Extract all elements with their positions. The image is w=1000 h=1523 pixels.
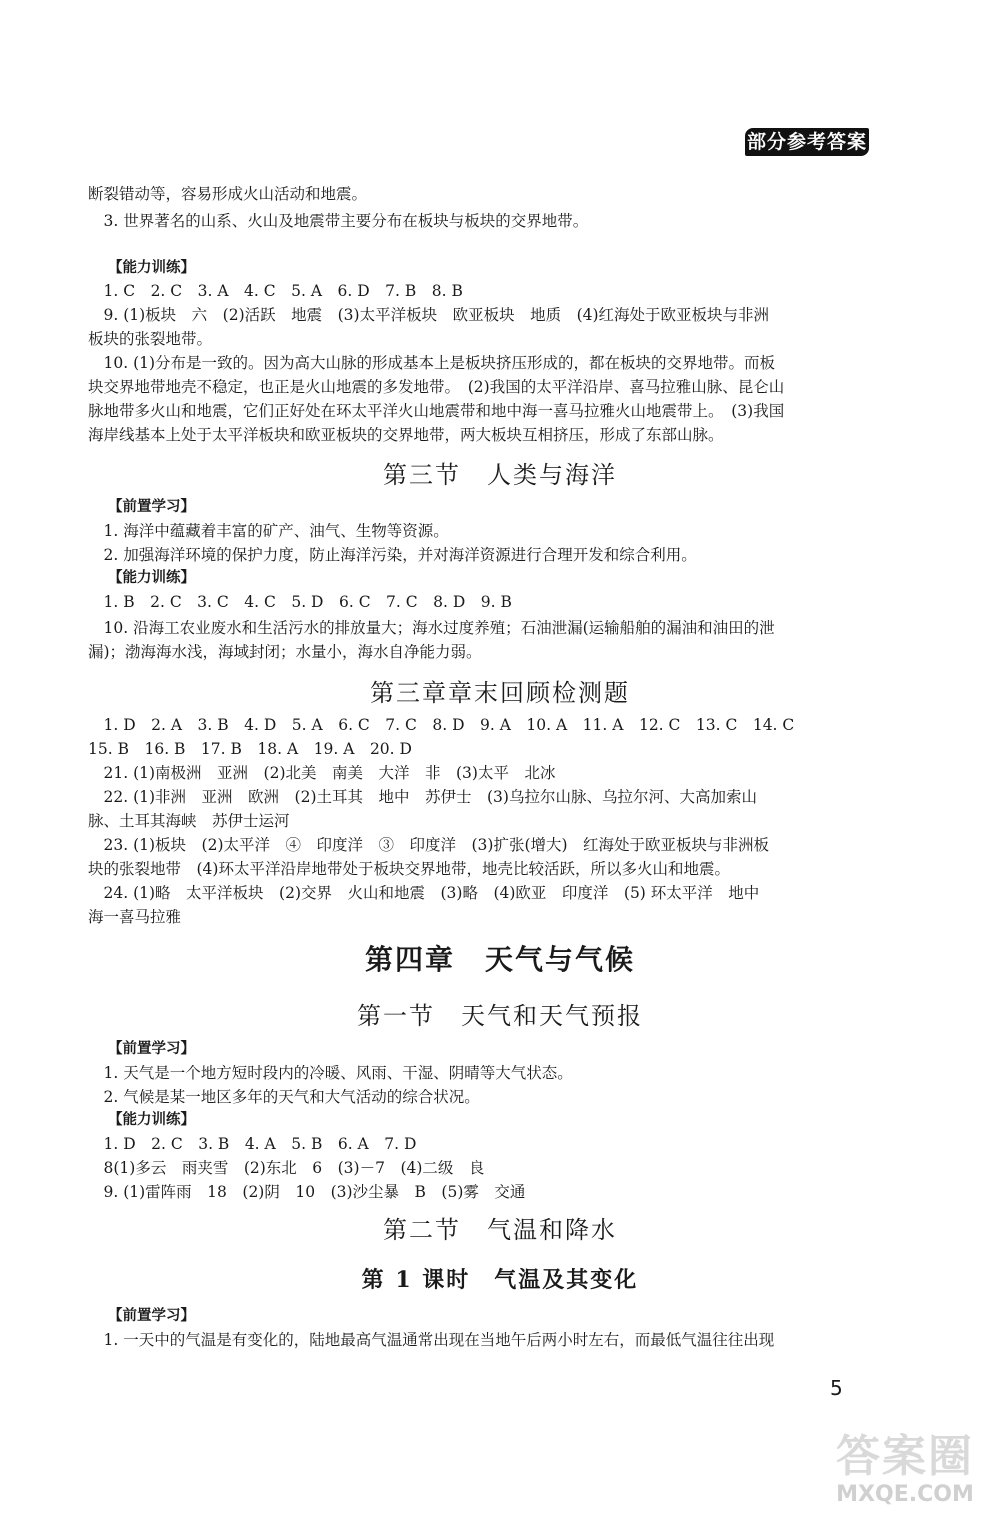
text-line: 海一喜马拉雅 bbox=[88, 908, 182, 926]
section-label-qianzhi: 【前置学习】 bbox=[108, 1041, 195, 1057]
text-line: 脉地带多火山和地震，它们正好处在环太平洋火山地震带和地中海一喜马拉雅火山地震带上。 (3)我国 bbox=[88, 402, 785, 420]
text-line: 2. 加强海洋环境的保护力度，防止海洋污染，并对海洋资源进行合理开发和综合利用。 bbox=[88, 546, 697, 564]
text-line: 1. 海洋中蕴藏着丰富的矿产、油气、生物等资源。 bbox=[88, 522, 449, 540]
text-line: 3. 世界著名的山系、火山及地震带主要分布在板块与板块的交界地带。 bbox=[88, 212, 589, 230]
lesson-title: 第 1 课时 气温及其变化 bbox=[361, 1267, 639, 1293]
text-line: 24. (1)略 太平洋板块 (2)交界 火山和地震 (3)略 (4)欧亚 印度洋 (5) 环太平洋 地中 bbox=[88, 884, 760, 902]
section-label-qianzhi: 【前置学习】 bbox=[108, 1308, 195, 1324]
chapter-title: 第四章 天气与气候 bbox=[364, 943, 635, 976]
text-line: 22. (1)非洲 亚洲 欧洲 (2)土耳其 地中 苏伊士 (3)乌拉尔山脉、乌拉尔河、大高加索山 bbox=[88, 788, 757, 806]
text-line: 15. B 16. B 17. B 18. A 19. A 20. D bbox=[88, 740, 412, 758]
text-line: 海岸线基本上处于太平洋板块和欧亚板块的交界地带，两大板块互相挤压，形成了东部山脉。 bbox=[88, 426, 724, 444]
watermark-logo bbox=[820, 1420, 990, 1515]
watermark-url: MXQE.COM bbox=[836, 1482, 974, 1507]
review-title: 第三章章末回顾检测题 bbox=[370, 679, 630, 707]
text-line: 漏)；渤海海水浅，海域封闭；水量小，海水自净能力弱。 bbox=[88, 643, 482, 661]
section-title: 第二节 气温和降水 bbox=[383, 1216, 617, 1244]
text-line: 1. D 2. C 3. B 4. A 5. B 6. A 7. D bbox=[88, 1135, 417, 1153]
text-line: 21. (1)南极洲 亚洲 (2)北美 南美 大洋 非 (3)太平 北冰 bbox=[88, 764, 556, 782]
text-line: 8(1)多云 雨夹雪 (2)东北 6 (3)－7 (4)二级 良 bbox=[88, 1159, 485, 1177]
section-label-qianzhi: 【前置学习】 bbox=[108, 499, 195, 515]
text-line: 10. 沿海工农业废水和生活污水的排放量大；海水过度养殖；石油泄漏(运输船舶的漏油和油田的泄 bbox=[88, 619, 775, 637]
text-line: 板块的张裂地带。 bbox=[88, 330, 213, 348]
text-line: 1. C 2. C 3. A 4. C 5. A 6. D 7. B 8. B bbox=[88, 282, 463, 300]
text-line: 块的张裂地带 (4)环太平洋沿岸地带处于板块交界地带，地壳比较活跃，所以多火山和地震。 bbox=[88, 860, 730, 878]
text-line: 块交界地带地壳不稳定，也正是火山地震的多发地带。 (2)我国的太平洋沿岸、喜马拉雅山脉、昆仑山 bbox=[88, 378, 785, 396]
section-label-nengli: 【能力训练】 bbox=[108, 1112, 195, 1128]
text-line: 9. (1)雷阵雨 18 (2)阴 10 (3)沙尘暴 B (5)雾 交通 bbox=[88, 1183, 526, 1201]
text-line: 23. (1)板块 (2)太平洋 ④ 印度洋 ③ 印度洋 (3)扩张(增大) 红海处于欧亚板块与非洲板 bbox=[88, 836, 770, 854]
page-number: 5 bbox=[830, 1376, 843, 1400]
text-line: 10. (1)分布是一致的。因为高大山脉的形成基本上是板块挤压形成的，都在板块的交界地带。而板 bbox=[88, 354, 776, 372]
text-line: 1. B 2. C 3. C 4. C 5. D 6. C 7. C 8. D 9. B bbox=[88, 593, 512, 611]
text-line: 脉、土耳其海峡 苏伊士运河 bbox=[88, 812, 290, 830]
text-line: 1. D 2. A 3. B 4. D 5. A 6. C 7. C 8. D 9. A 10. A 11. A 12. C 13. C 14. C bbox=[88, 716, 795, 734]
answer-section-badge: 部分参考答案 bbox=[745, 128, 869, 156]
section-label-nengli: 【能力训练】 bbox=[108, 570, 195, 586]
text-line: 1. 一天中的气温是有变化的，陆地最高气温通常出现在当地午后两小时左右，而最低气温往往出现 bbox=[88, 1331, 775, 1349]
section-title: 第一节 天气和天气预报 bbox=[357, 1002, 643, 1030]
section-title: 第三节 人类与海洋 bbox=[383, 461, 617, 489]
text-line: 断裂错动等，容易形成火山活动和地震。 bbox=[88, 185, 368, 203]
section-label-nengli: 【能力训练】 bbox=[108, 260, 195, 276]
watermark-text: 答案圈 bbox=[836, 1431, 974, 1482]
text-line: 2. 气候是某一地区多年的天气和大气活动的综合状况。 bbox=[88, 1088, 480, 1106]
text-line: 1. 天气是一个地方短时段内的冷暖、风雨、干湿、阴晴等大气状态。 bbox=[88, 1064, 573, 1082]
text-line: 9. (1)板块 六 (2)活跃 地震 (3)太平洋板块 欧亚板块 地质 (4)红海处于欧亚板块与非洲 bbox=[88, 306, 770, 324]
